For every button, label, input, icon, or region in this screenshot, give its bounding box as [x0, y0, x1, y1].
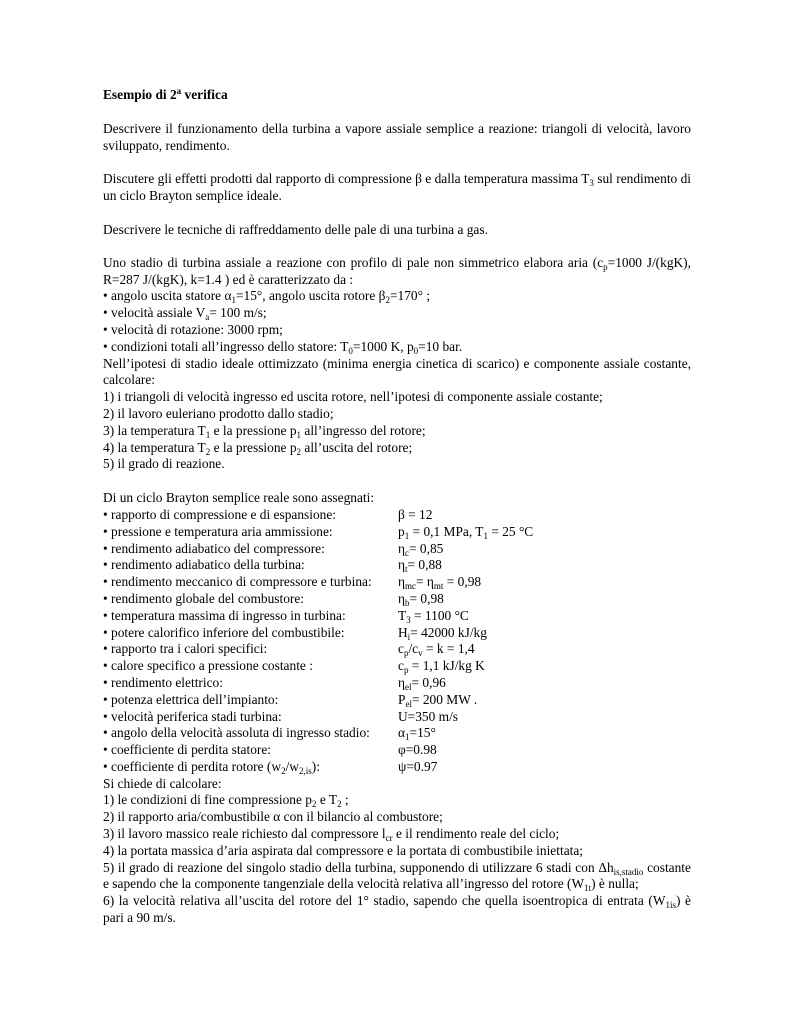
parameter-value: $\alpha_1=15^\circ$: [398, 725, 436, 743]
parameter-label: • rapporto tra i calori specifici:: [103, 641, 268, 657]
parameter-row: [103, 641, 691, 658]
exercise-2-request: 4) la portata massica d’aria aspirata dal compressore e la portata di combustibile iniettata;: [103, 842, 584, 858]
parameter-value: $T_3 = 1100$ °C: [398, 607, 469, 625]
parameter-label: • rendimento elettrico:: [103, 674, 223, 690]
parameter-value: U=350 m/s: [398, 708, 459, 724]
parameter-row: [103, 591, 691, 608]
parameter-value: $\eta_b= 0,98$: [398, 590, 444, 608]
exercise-2-ask: Si chiede di calcolare:: [103, 775, 222, 791]
parameter-value: $p_1 = 0,1$ MPa, $T_1 = 25$ °C: [398, 523, 534, 541]
document-page: [103, 87, 691, 927]
parameter-label: • velocità periferica stadi turbina:: [103, 708, 282, 724]
parameter-label: • rendimento globale del combustore:: [103, 590, 305, 606]
parameter-label: • potenza elettrica dell’impianto:: [103, 691, 279, 707]
parameter-row: [103, 541, 691, 558]
parameter-label: • temperatura massima di ingresso in turbina:: [103, 607, 346, 623]
exercise-1: [103, 255, 691, 473]
exercise-1-hypothesis: Nell’ipotesi di stadio ideale ottimizzato (minima energia cinetica di scarico) e componente assiale costante, calcolare:: [103, 355, 691, 388]
parameter-label: • coefficiente di perdita statore:: [103, 742, 272, 758]
exercise-2-request: 5) il grado di reazione del singolo stadio della turbina, supponendo di utilizzare 6 stadi con $\Delta h_{is,stadio}$ costante e sapendo che la componente tangenziale della velocità relativa all’ingresso del rotore $(W_{1t})$ è nulla;: [103, 859, 691, 894]
exercise-1-request: 4) la temperatura $T_2$ e la pressione $p_2$ all’uscita del rotore;: [103, 439, 413, 457]
parameter-row: [103, 675, 691, 692]
parameter-row: [103, 507, 691, 524]
exercise-1-bullet: • velocità assiale $V_a= 100$ m/s;: [103, 305, 267, 323]
parameter-row: [103, 658, 691, 675]
parameter-value: φ=0.98: [398, 742, 437, 758]
parameter-value: $P_{el}= 200$ MW .: [398, 691, 478, 709]
parameter-label: • rendimento adiabatico del compressore:: [103, 540, 325, 556]
exercise-2: [103, 490, 691, 927]
exercise-1-bullet: • velocità di rotazione: 3000 rpm;: [103, 321, 283, 337]
exercise-1-intro: Uno stadio di turbina assiale a reazione con profilo di pale non simmetrico elabora aria ($c_p=1000$ J/(kgK), R=287 J/(kgK), k=1.4 ) ed è caratterizzato da :: [103, 254, 691, 287]
question-3: Descrivere le tecniche di raffreddamento delle pale di una turbina a gas.: [103, 221, 488, 237]
parameter-row: [103, 759, 691, 776]
parameter-label: • calore specifico a pressione costante :: [103, 658, 313, 674]
exercise-1-request: 2) il lavoro euleriano prodotto dallo stadio;: [103, 405, 334, 421]
parameter-value: $\eta_t= 0,88$: [398, 557, 442, 575]
parameter-row: [103, 625, 691, 642]
parameter-row: [103, 692, 691, 709]
parameter-label: • rendimento meccanico di compressore e turbina:: [103, 574, 372, 590]
parameter-row: [103, 524, 691, 541]
exercise-1-bullet: • angolo uscita statore $\alpha_1=15^\circ$, angolo uscita rotore $\beta_2=170^\circ$ ;: [103, 288, 431, 306]
parameter-label: • pressione e temperatura aria ammissione:: [103, 523, 333, 539]
parameter-value: $\eta_{mc}= \eta_{mt} = 0,98$: [398, 574, 482, 592]
exercise-2-request: 3) il lavoro massico reale richiesto dal compressore $l_{cr}$ e il rendimento reale del ciclo;: [103, 826, 560, 844]
parameter-value: $H_i= 42000$ kJ/kg: [398, 624, 487, 642]
parameter-value: $\eta_{el}= 0,96$: [398, 674, 446, 692]
question-1: Descrivere il funzionamento della turbina a vapore assiale semplice a reazione: triangoli di velocità, lavoro sviluppato, rendimento.: [103, 120, 691, 153]
parameter-row: [103, 725, 691, 742]
exercise-1-request: 1) i triangoli di velocità ingresso ed uscita rotore, nell’ipotesi di componente assiale costante;: [103, 389, 603, 405]
parameter-row: [103, 742, 691, 759]
parameter-value: $c_p/c_v = k = 1,4$: [398, 641, 475, 659]
parameter-row: [103, 557, 691, 574]
parameter-row: [103, 574, 691, 591]
parameter-row: [103, 709, 691, 726]
exercise-2-request: 2) il rapporto aria/combustibile α con il bilancio al combustore;: [103, 809, 443, 825]
parameter-label: • rendimento adiabatico della turbina:: [103, 557, 305, 573]
parameter-row: [103, 608, 691, 625]
parameter-label: • coefficiente di perdita rotore $(w_2/w_{2,is})$:: [103, 758, 320, 776]
question-2: Discutere gli effetti prodotti dal rapporto di compressione β e dalla temperatura massima $T_3$ sul rendimento di un ciclo Brayton semplice ideale.: [103, 171, 691, 204]
parameter-label: • angolo della velocità assoluta di ingresso stadio:: [103, 725, 370, 741]
parameter-label: • rapporto di compressione e di espansione:: [103, 506, 337, 522]
parameter-value: β = 12: [398, 506, 433, 522]
exercise-2-request: 6) la velocità relativa all’uscita del rotore del 1° stadio, sapendo che quella isoentropica di entrata $(W_{1is})$ è pari a 90 m/s.: [103, 893, 691, 926]
parameter-value: ψ=0.97: [398, 758, 438, 774]
parameter-value: $\eta_c= 0,85$: [398, 540, 444, 558]
parameter-label: • potere calorifico inferiore del combustibile:: [103, 624, 345, 640]
parameter-value: $c_p = 1,1$ kJ/kg K: [398, 658, 485, 676]
exercise-1-request: 3) la temperatura $T_1$ e la pressione $p_1$ all’ingresso del rotore;: [103, 422, 426, 440]
exercise-2-intro: Di un ciclo Brayton semplice reale sono assegnati:: [103, 490, 375, 506]
parameter-list: [103, 507, 691, 776]
exercise-1-bullet: • condizioni totali all’ingresso dello statore: $T_0=1000$ K, $p_0=10$ bar.: [103, 338, 463, 356]
document-title: Esempio di 2$^a$ verifica: [103, 86, 228, 102]
exercise-2-request: 1) le condizioni di fine compressione $p_2$ e $T_2$ ;: [103, 792, 349, 810]
exercise-1-request: 5) il grado di reazione.: [103, 456, 225, 472]
